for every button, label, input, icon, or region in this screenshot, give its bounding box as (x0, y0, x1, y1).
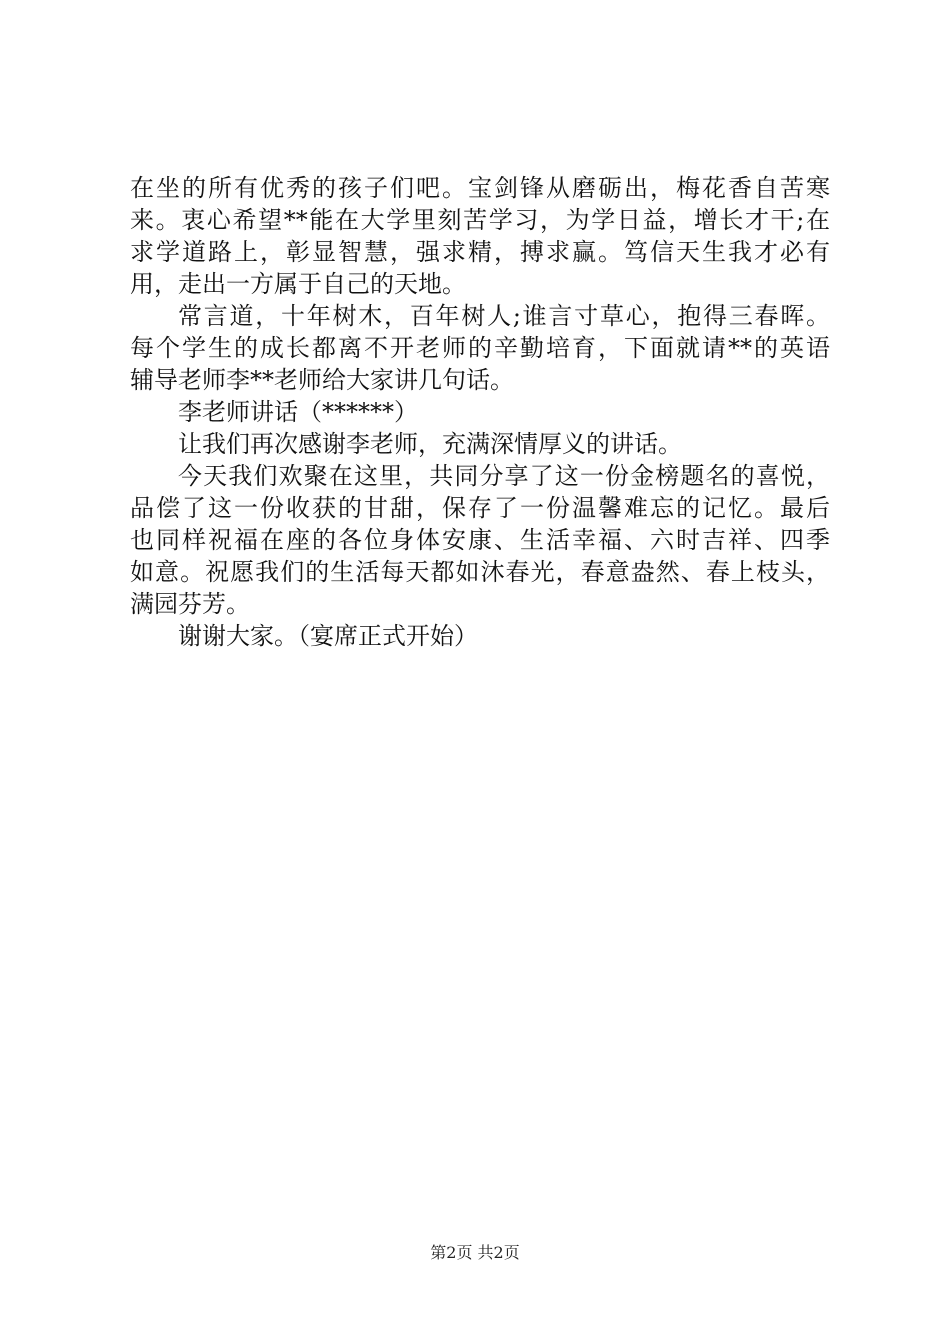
text-line: 来。衷心希望**能在大学里刻苦学习，为学日益，增长才干;在 (130, 206, 830, 234)
text-line: 也同样祝福在座的各位身体安康、生活幸福、六时吉祥、四季 (130, 526, 830, 554)
text-line: 品偿了这一份收获的甘甜，保存了一份温馨难忘的记忆。最后 (130, 494, 830, 522)
text-line: 如意。祝愿我们的生活每天都如沐春光，春意盎然、春上枝头， (130, 558, 830, 586)
text-line: 让我们再次感谢李老师，充满深情厚义的讲话。 (178, 430, 682, 458)
text-line: 用，走出一方属于自己的天地。 (130, 270, 466, 298)
page-footer: 第2页 共2页 (430, 1243, 520, 1262)
text-line: 在坐的所有优秀的孩子们吧。宝剑锋从磨砺出，梅花香自苦寒 (130, 174, 830, 202)
text-line: 今天我们欢聚在这里，共同分享了这一份金榜题名的喜悦， (178, 462, 830, 490)
text-line: 谢谢大家。（宴席正式开始） (178, 622, 478, 650)
text-line: 每个学生的成长都离不开老师的辛勤培育，下面就请**的英语 (130, 334, 830, 362)
document-body (130, 172, 830, 652)
text-line: 满园芬芳。 (130, 590, 250, 618)
text-line: 求学道路上，彰显智慧，强求精，搏求赢。笃信天生我才必有 (130, 238, 830, 266)
text-line: 常言道，十年树木，百年树人;谁言寸草心，抱得三春晖。 (178, 302, 830, 330)
text-line: 李老师讲话（******） (178, 398, 418, 426)
text-line: 辅导老师李**老师给大家讲几句话。 (130, 366, 514, 394)
